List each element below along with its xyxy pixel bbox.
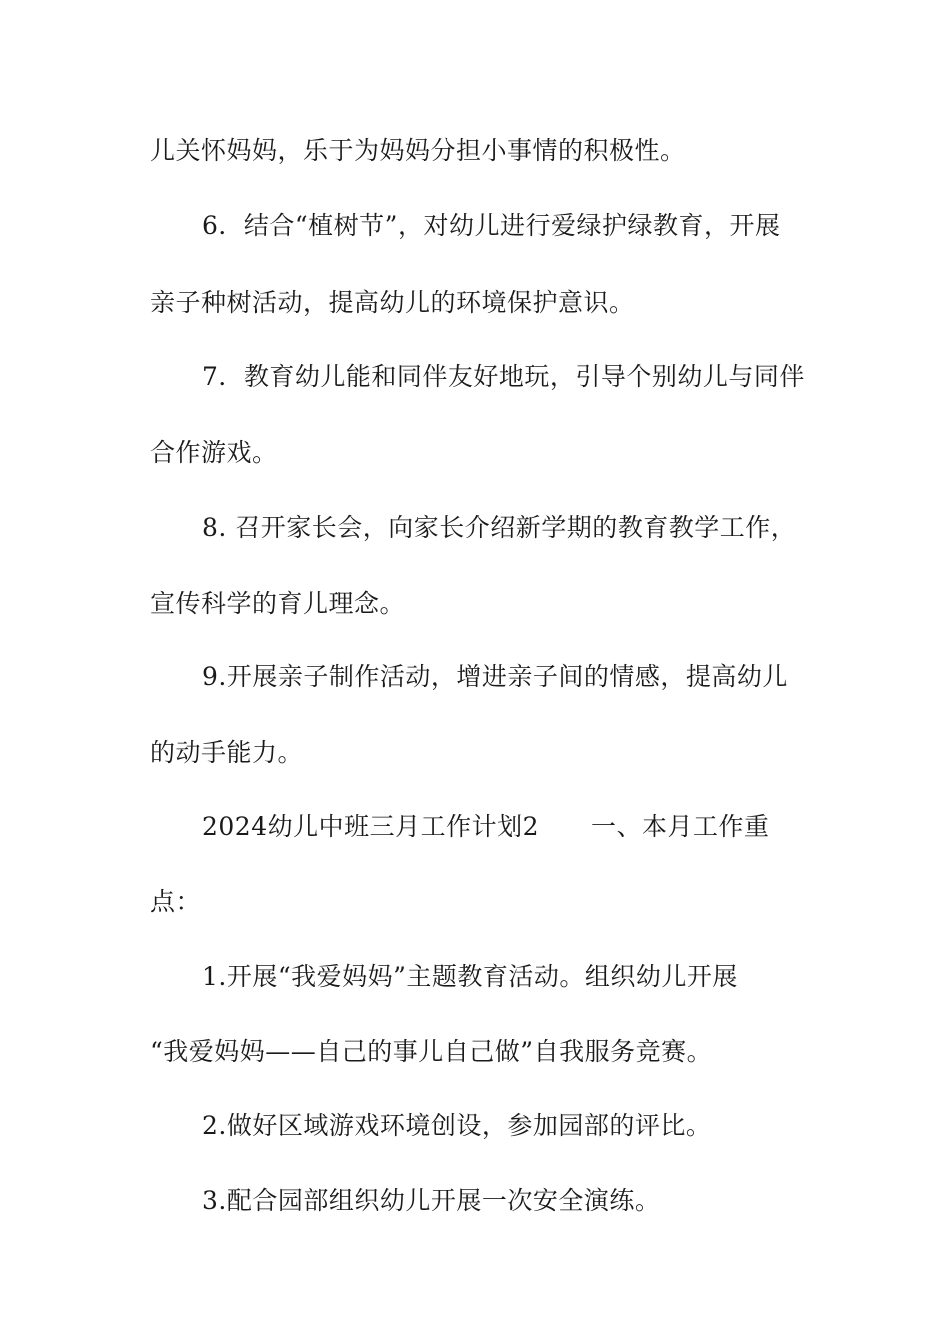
text-line: 1.开展“我爱妈妈”主题教育活动。组织幼儿开展	[202, 962, 738, 991]
text-line: 6．结合“植树节”，对幼儿进行爱绿护绿教育，开展	[202, 211, 781, 240]
section-heading: 一、本月工作重	[591, 812, 770, 841]
text-line: 儿关怀妈妈，乐于为妈妈分担小事情的积极性。	[150, 136, 686, 165]
text-line: 点：	[150, 887, 202, 916]
text-line: 8. 召开家长会，向家长介绍新学期的教育教学工作，	[202, 513, 797, 542]
text-line: 亲子种树活动，提高幼儿的环境保护意识。	[150, 288, 635, 317]
section-heading-line	[202, 811, 770, 843]
text-line: 宣传科学的育儿理念。	[150, 589, 406, 618]
text-line: 的动手能力。	[150, 738, 304, 767]
text-line: 9.开展亲子制作活动，增进亲子间的情感，提高幼儿	[202, 662, 788, 691]
text-line: 7．教育幼儿能和同伴友好地玩，引导个别幼儿与同伴	[202, 362, 805, 391]
plan-title: 2024幼儿中班三月工作计划2	[202, 812, 540, 841]
text-line: 2.做好区域游戏环境创设，参加园部的评比。	[202, 1111, 712, 1140]
text-line: 合作游戏。	[150, 438, 278, 467]
text-line: “我爱妈妈——自己的事儿自己做”自我服务竞赛。	[150, 1037, 713, 1066]
text-line: 3.配合园部组织幼儿开展一次安全演练。	[202, 1186, 661, 1215]
